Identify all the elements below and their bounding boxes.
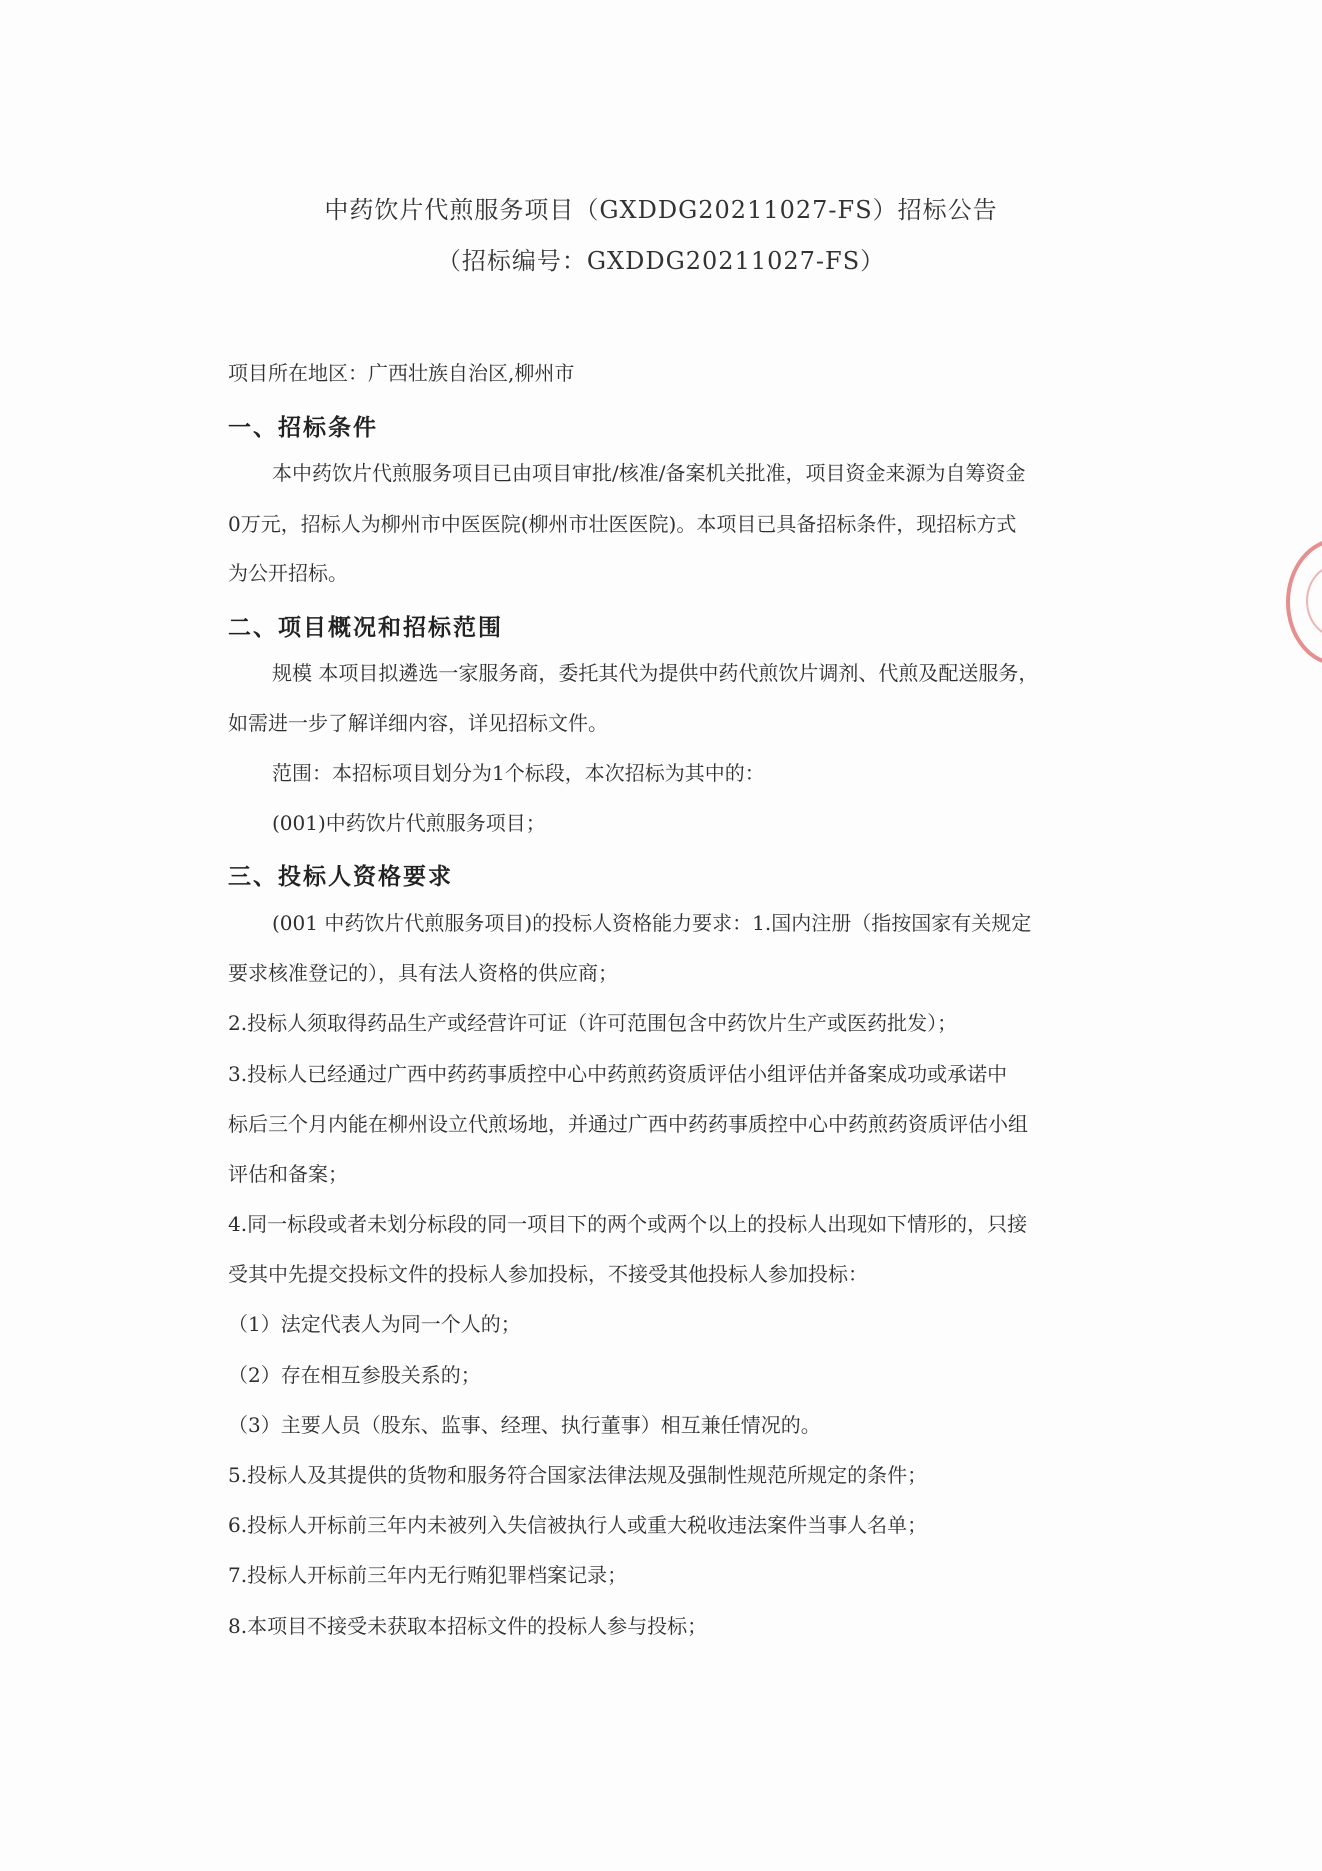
section2-heading: 二、项目概况和招标范围 xyxy=(228,615,503,641)
tender-number: （招标编号：GXDDG20211027-FS） xyxy=(436,247,886,275)
section3-line: 标后三个月内能在柳州设立代煎场地，并通过广西中药药事质控中心中药煎药资质评估小组 xyxy=(228,1112,1028,1136)
section3-line: （3）主要人员（股东、监事、经理、执行董事）相互兼任情况的。 xyxy=(228,1413,821,1437)
section3-line: 6.投标人开标前三年内未被列入失信被执行人或重大税收违法案件当事人名单； xyxy=(228,1513,928,1537)
section3-line: 4.同一标段或者未划分标段的同一项目下的两个或两个以上的投标人出现如下情形的，只接 xyxy=(228,1212,1028,1236)
section3-heading: 三、投标人资格要求 xyxy=(228,864,453,890)
section3-line: （1）法定代表人为同一个人的； xyxy=(228,1312,521,1336)
section3-line: 2.投标人须取得药品生产或经营许可证（许可范围包含中药饮片生产或医药批发）； xyxy=(228,1011,958,1035)
section3-line: (001 中药饮片代煎服务项目)的投标人资格能力要求：1.国内注册（指按国家有关规定 xyxy=(272,911,1032,935)
section3-line: （2）存在相互参股关系的； xyxy=(228,1363,481,1387)
section3-line: 受其中先提交投标文件的投标人参加投标，不接受其他投标人参加投标： xyxy=(228,1262,868,1286)
section3-line: 评估和备案； xyxy=(228,1162,348,1186)
section2-line: (001)中药饮片代煎服务项目； xyxy=(272,811,546,835)
section2-line: 范围：本招标项目划分为1个标段，本次招标为其中的： xyxy=(272,761,765,785)
project-location: 项目所在地区：广西壮族自治区,柳州市 xyxy=(228,361,575,385)
section3-line: 3.投标人已经通过广西中药药事质控中心中药煎药资质评估小组评估并备案成功或承诺中 xyxy=(228,1062,1008,1086)
section2-line: 如需进一步了解详细内容，详见招标文件。 xyxy=(228,711,608,735)
section1-heading: 一、招标条件 xyxy=(228,415,378,441)
section3-line: 7.投标人开标前三年内无行贿犯罪档案记录； xyxy=(228,1563,628,1587)
section1-line: 本中药饮片代煎服务项目已由项目审批/核准/备案机关批准，项目资金来源为自筹资金 xyxy=(272,461,1026,485)
section3-line: 5.投标人及其提供的货物和服务符合国家法律法规及强制性规范所规定的条件； xyxy=(228,1463,928,1487)
section3-line: 8.本项目不接受未获取本招标文件的投标人参与投标； xyxy=(228,1614,708,1638)
section2-line: 规模 本项目拟遴选一家服务商，委托其代为提供中药代煎饮片调剂、代煎及配送服务， xyxy=(272,661,1039,685)
document-title: 中药饮片代煎服务项目（GXDDG20211027-FS）招标公告 xyxy=(324,196,998,224)
section1-line: 0万元，招标人为柳州市中医医院(柳州市壮医医院)。本项目已具备招标条件，现招标方式 xyxy=(228,512,1017,536)
red-seal-stamp xyxy=(1286,538,1322,666)
section1-line: 为公开招标。 xyxy=(228,561,348,585)
section3-line: 要求核准登记的），具有法人资格的供应商； xyxy=(228,961,618,985)
